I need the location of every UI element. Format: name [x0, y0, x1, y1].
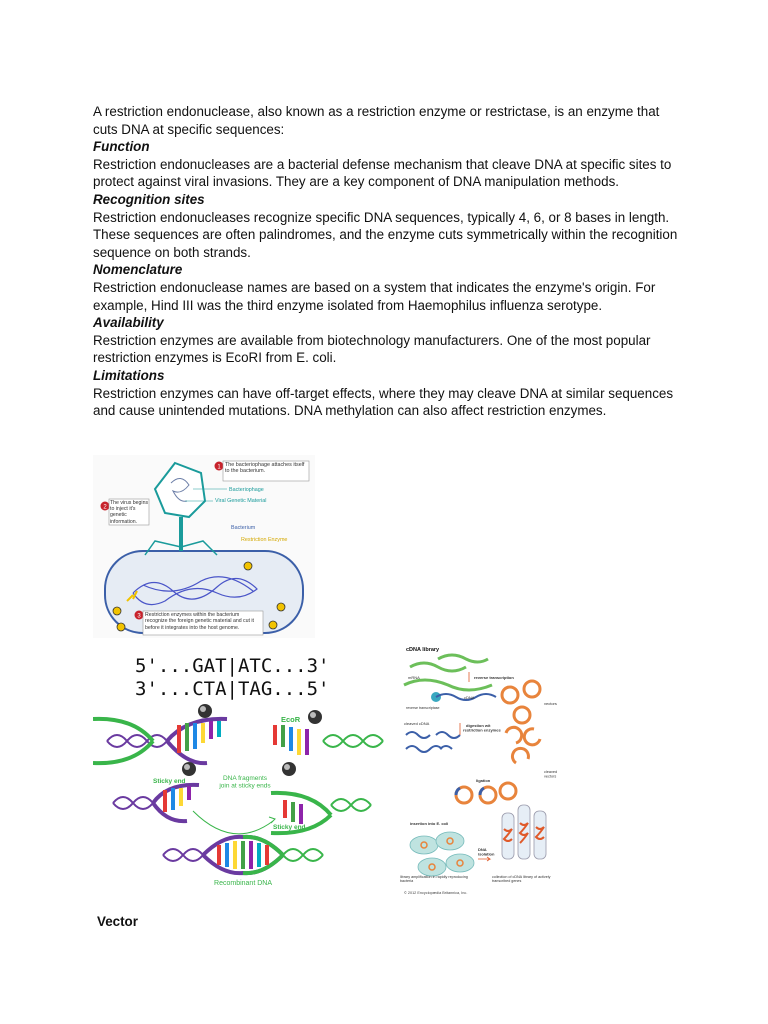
paragraph-recognition-sites: Restriction endonucleases recognize specific DNA sequences, typically 4, 6, or 8 bases in length. These sequences are often palindromes, and the enzyme cuts symmetrically within the recognition sequence on both strands.	[93, 209, 678, 260]
vectors-label: vectors	[544, 701, 557, 706]
ligation-label: ligation	[476, 778, 491, 783]
paragraph-nomenclature: Restriction endonuclease names are based on a system that indicates the enzyme's origin. For example, Hind III was the third enzyme isolated from Haemophilus influenza serotype.	[93, 279, 656, 313]
step2-text: The virus begins to inject it's genetic information.	[110, 500, 149, 525]
cdna-library-figure	[398, 645, 564, 897]
sequence-bottom: 3'...CTA|TAG...5'	[135, 678, 330, 700]
enzyme-label: Restriction Enzyme	[241, 537, 288, 543]
vector-heading: Vector	[97, 914, 138, 929]
cdna-label: cDNA	[464, 695, 475, 700]
step2-number: 2	[103, 504, 107, 511]
fragments-label: DNA fragments join at sticky ends	[219, 775, 271, 790]
ecor-label: EcoR	[281, 715, 301, 724]
copyright-text: © 2012 Encyclopædia Britannica, Inc.	[404, 891, 468, 895]
sequence-top: 5'...GAT|ATC...3'	[135, 655, 330, 677]
cleaved-cdna-label: cleaved cDNA	[404, 721, 430, 726]
paragraph-limitations: Restriction enzymes can have off-target effects, where they may cleave DNA at similar sequences and cause unintended mutations. DNA methylation can also affect restriction enzymes.	[93, 385, 674, 419]
rt-enzyme-label: reverse transcriptase	[406, 706, 440, 710]
bacteriophage-figure	[93, 455, 315, 638]
step1-number: 1	[217, 464, 221, 471]
heading-function: Function	[93, 139, 150, 155]
paragraph-availability: Restriction enzymes are available from biotechnology manufacturers. One of the most popular restriction enzymes is EcoRI from E. coli.	[93, 332, 651, 366]
cleaved-vectors-label: cleaved vectors	[544, 770, 558, 779]
viral-material-label: Viral Genetic Material	[215, 498, 267, 504]
document-body	[93, 103, 683, 420]
heading-limitations: Limitations	[93, 367, 165, 383]
bacterium-label: Bacterium	[231, 525, 256, 531]
heading-nomenclature: Nomenclature	[93, 262, 183, 278]
sticky-end-right-label: Sticky end	[273, 824, 306, 831]
sticky-end-left-label: Sticky end	[153, 778, 186, 785]
cdna-title: cDNA library	[406, 647, 440, 653]
step3-text: Restriction enzymes within the bacterium recognize the foreign genetic material and cut it before it integrates into the host genome.	[145, 612, 255, 631]
digestion-label: digestion wit restriction enzymes	[462, 723, 501, 733]
amplification-label: library amplification in rapidly reproducing bacteria	[400, 875, 468, 884]
rt-label: reverse transcription	[474, 675, 514, 680]
sticky-ends-figure	[93, 645, 390, 895]
heading-recognition-sites: Recognition sites	[93, 191, 205, 207]
bacteriophage-label: Bacteriophage	[229, 487, 264, 493]
recombinant-label: Recombinant DNA	[214, 880, 272, 887]
intro-paragraph: A restriction endonuclease, also known as a restriction enzyme or restrictase, is an enzyme that cuts DNA at specific sequences:	[93, 104, 660, 137]
isolation-label: DNA isolation	[478, 847, 495, 857]
insertion-label: insertion into E. coli	[410, 821, 449, 826]
collection-label: collection of cDNA library of actively transcribed genes	[492, 875, 551, 884]
step3-number: 3	[137, 613, 141, 620]
heading-availability: Availability	[93, 315, 164, 331]
mrna-label: mRNA	[408, 675, 420, 680]
paragraph-function: Restriction endonucleases are a bacterial defense mechanism that cleave DNA at specific sites to protect against viral invasions. They are a key component of DNA manipulation methods.	[93, 156, 672, 190]
step1-text: The bacteriophage attaches itself to the bacterium.	[225, 462, 305, 475]
